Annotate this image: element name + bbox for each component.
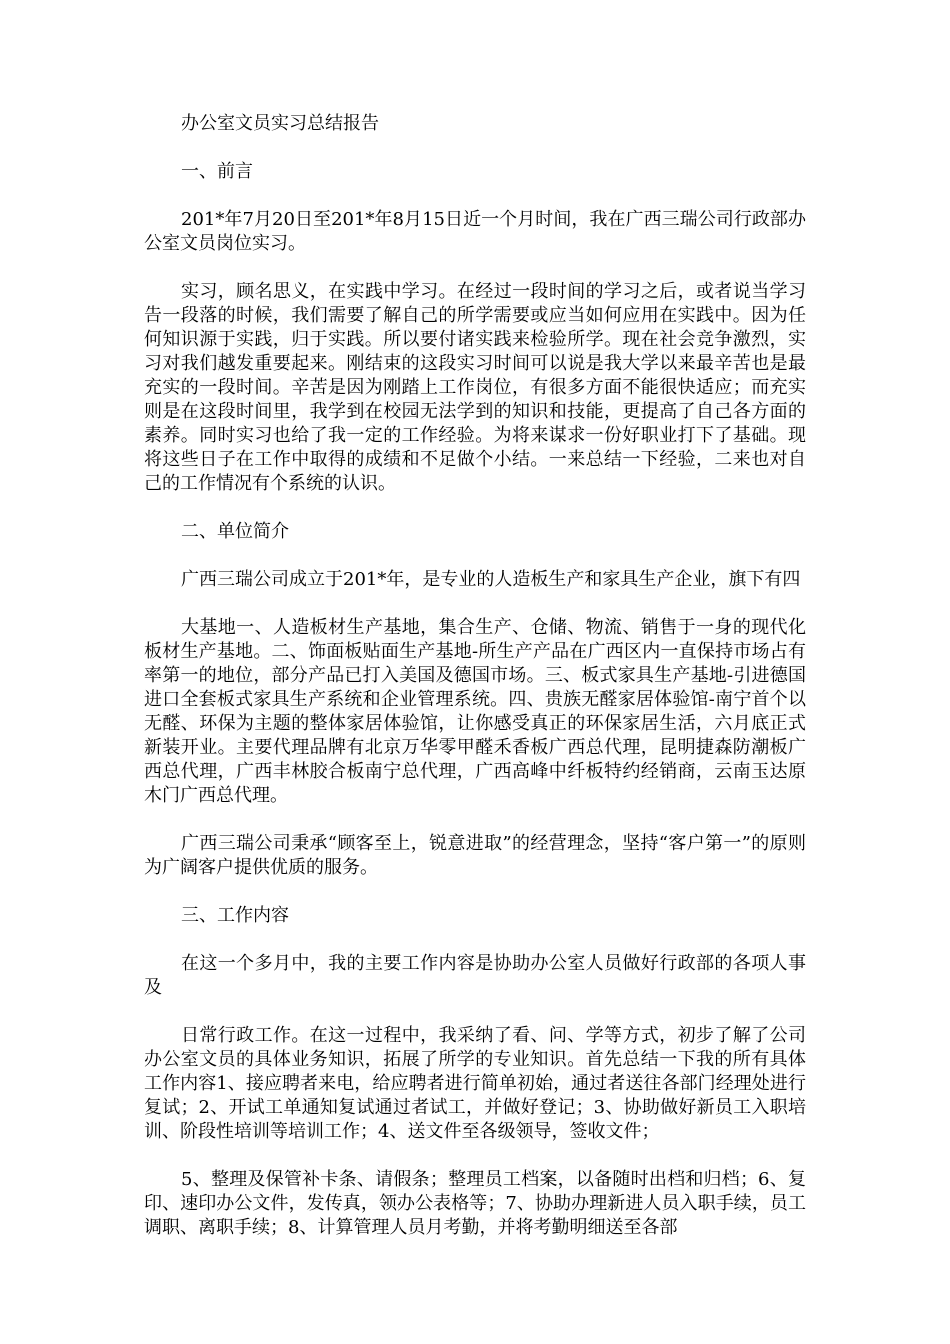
paragraph: 201*年7月20日至201*年8月15日近一个月时间，我在广西三瑞公司行政部办公室文员岗位实习。	[144, 209, 806, 254]
paragraph: 大基地一、人造板材生产基地，集合生产、仓储、物流、销售于一身的现代化板材生产基地。二、饰面板贴面生产基地-所生产产品在广西区内一直保持市场占有率第一的地位，部分产品已打入美国及德国市场。三、板式家具生产基地-引进德国进口全套板式家具生产系统和企业管理系统。四、贵族无醛家居体验馆-南宁首个以无醛、环保为主题的整体家居体验馆，让你感受真正的环保家居生活，六月底正式新装开业。主要代理品牌有北京万华零甲醛禾香板广西总代理，昆明捷森防潮板广西总代理，广西丰林胶合板南宁总代理，广西高峰中纤板特约经销商，云南玉达原木门广西总代理。	[144, 617, 806, 806]
paragraph: 广西三瑞公司秉承“顾客至上，锐意进取”的经营理念，坚持“客户第一”的原则为广阔客户提供优质的服务。	[144, 833, 806, 878]
section-heading-preface: 一、前言	[181, 161, 253, 182]
paragraph: 日常行政工作。在这一过程中，我采纳了看、问、学等方式，初步了解了公司办公室文员的具体业务知识，拓展了所学的专业知识。首先总结一下我的所有具体工作内容1、接应聘者来电，给应聘者进行简单初始，通过者送往各部门经理处进行复试；2、开试工单通知复试通过者试工，并做好登记；3、协助做好新员工入职培训、阶段性培训等培训工作；4、送文件至各级领导，签收文件；	[144, 1025, 806, 1142]
paragraph: 实习，顾名思义，在实践中学习。在经过一段时间的学习之后，或者说当学习告一段落的时候，我们需要了解自己的所学需要或应当如何应用在实践中。因为任何知识源于实践，归于实践。所以要付诸实践来检验所学。现在社会竞争激烈，实习对我们越发重要起来。刚结束的这段实习时间可以说是我大学以来最辛苦也是最充实的一段时间。辛苦是因为刚踏上工作岗位，有很多方面不能很快适应；而充实则是在这段时间里，我学到在校园无法学到的知识和技能，更提高了自己各方面的素养。同时实习也给了我一定的工作经验。为将来谋求一份好职业打下了基础。现将这些日子在工作中取得的成绩和不足做个小结。一来总结一下经验，二来也对自己的工作情况有个系统的认识。	[144, 281, 806, 494]
paragraph: 广西三瑞公司成立于201*年，是专业的人造板生产和家具生产企业，旗下有四	[181, 569, 801, 590]
document-page	[144, 112, 806, 1264]
document-title: 办公室文员实习总结报告	[181, 113, 379, 134]
paragraph: 在这一个多月中，我的主要工作内容是协助办公室人员做好行政部的各项人事及	[144, 953, 806, 998]
section-heading-work-content: 三、工作内容	[181, 905, 289, 926]
paragraph: 5、整理及保管补卡条、请假条；整理员工档案，以备随时出档和归档；6、复印、速印办公文件，发传真，领办公表格等；7、协助办理新进人员入职手续，员工调职、离职手续；8、计算管理人员月考勤，并将考勤明细送至各部	[144, 1169, 806, 1238]
section-heading-company-intro: 二、单位简介	[181, 521, 289, 542]
